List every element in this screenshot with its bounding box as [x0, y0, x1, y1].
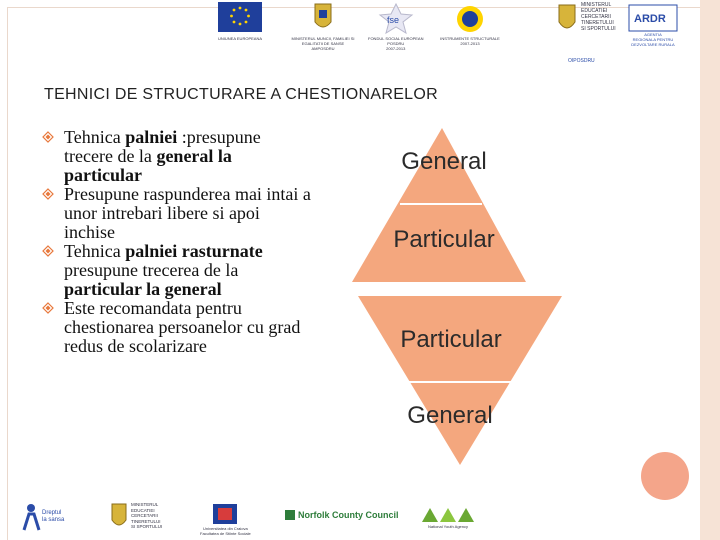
oiposdru-label: OIPOSDRU	[568, 58, 595, 64]
bullet-bold: particular la general	[64, 279, 222, 299]
ministry-education-bottom-logo: MINISTERUL EDUCATIEI CERCETARII TINERETULUI SI SPORTULUI	[110, 502, 162, 530]
right-decor-bar	[700, 0, 720, 540]
crest-icon	[303, 2, 343, 36]
bullet-marker-icon	[42, 131, 54, 143]
bullet-marker-icon	[42, 245, 54, 257]
bullet-text: presupune trecerea de la	[64, 260, 239, 280]
instruments-logo: INSTRUMENTE STRUCTURALE 2007-2013	[440, 2, 500, 46]
nya-logo: National Youth Agency	[420, 506, 476, 529]
bullet-text: Este recomandata pentru chestionarea persoanelor cu grad redus de scolarizare	[64, 298, 301, 356]
bullet-item	[42, 242, 312, 299]
bullet-text: :presupune trecere de la	[64, 127, 261, 166]
ministry-labor-logo: MINISTERUL MUNCII, FAMILIEI SI EGALITATII DE SANSE AMPOSDRU	[288, 2, 358, 51]
decor-circle	[641, 452, 689, 500]
bullet-text: Presupune raspunderea mai intai a unor intrebari libere si apoi inchise	[64, 184, 311, 242]
university-crest-icon	[210, 502, 240, 526]
bullet-marker-icon	[42, 188, 54, 200]
ministry-education-logo: MINISTERUL EDUCATIEI CERCETARII TINERETULUI SI SPORTULUI	[556, 2, 616, 36]
bullet-text: Tehnica	[64, 127, 126, 147]
funnel-label-upper-bottom: Particular	[393, 226, 495, 253]
norfolk-logo: Norfolk County Council	[285, 510, 399, 520]
person-icon	[20, 502, 42, 532]
slide-title: TEHNICI DE STRUCTURARE A CHESTIONARELOR	[44, 86, 438, 103]
funnel-label-lower-top: Particular	[400, 326, 502, 353]
funnel-label-bottom: General	[407, 402, 493, 429]
svg-text:fse: fse	[386, 15, 399, 25]
funnel-lower-triangle	[358, 296, 562, 465]
funnel-label-top: General	[401, 148, 487, 175]
bullet-list	[42, 128, 312, 356]
dreptul-logo: Dreptul la sansa	[20, 502, 64, 532]
university-logo: Universitatea din Craiova Facultatea de Stiinte Sociale	[200, 502, 251, 536]
bullet-bold: palniei	[125, 127, 178, 147]
norfolk-icon	[285, 510, 295, 520]
bullet-bold: palniei rasturnate	[125, 241, 263, 261]
crest-icon	[556, 2, 578, 36]
bottom-logo-strip	[0, 496, 720, 540]
crest-icon	[110, 502, 128, 530]
instruments-icon	[445, 2, 495, 36]
bullet-item	[42, 185, 312, 242]
ardr-icon	[628, 4, 678, 32]
fse-logo: fse FONDUL SOCIAL EUROPEAN POSDRU 2007-2013	[368, 2, 424, 51]
bullet-text: Tehnica	[64, 241, 126, 261]
bullet-marker-icon	[42, 302, 54, 314]
eu-flag-icon	[218, 2, 262, 36]
nya-icon	[420, 506, 476, 524]
bullet-bold: general la particular	[64, 146, 232, 185]
eu-logo: UNIUNEA EUROPEANA	[218, 2, 262, 41]
ardr-logo: ARDR AGENTIA REGIONALA PENTRU DEZVOLTARE RURALA	[628, 4, 678, 47]
bullet-item	[42, 299, 312, 356]
svg-text:ARDR: ARDR	[634, 13, 666, 25]
fse-icon	[374, 2, 418, 36]
bullet-item	[42, 128, 312, 185]
top-logo-strip	[0, 0, 720, 70]
